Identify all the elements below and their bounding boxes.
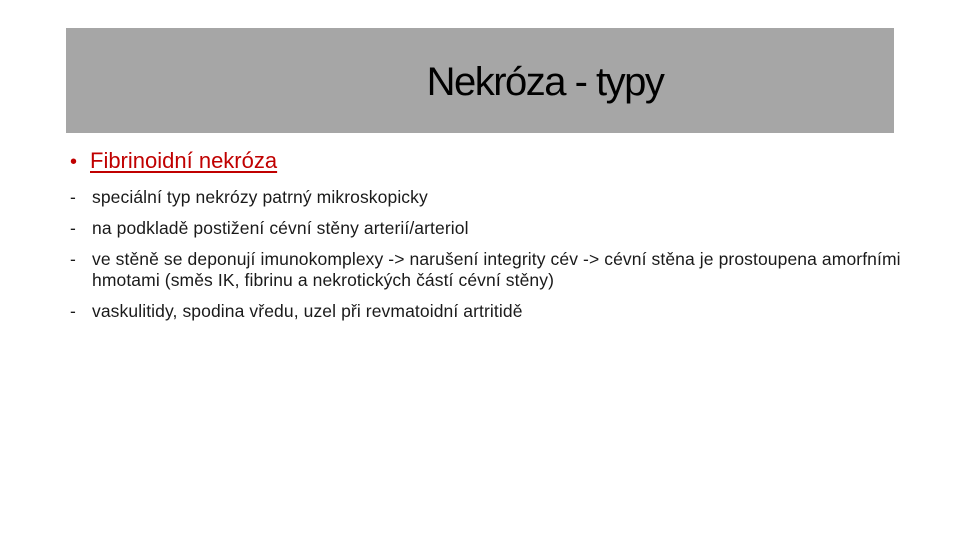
list-item-text: ve stěně se deponují imunokomplexy -> narušení integrity cév -> cévní stěna je prostoupena amorfními hmotami (směs IK, fibrinu a nekrotických částí cévní stěny) [92,249,901,290]
dash-marker: - [70,218,76,238]
dash-marker: - [70,187,76,207]
list-item-text: vaskulitidy, spodina vředu, uzel při revmatoidní artritidě [92,301,523,321]
bullet-marker: • [70,151,78,173]
slide-title: Nekróza - typy [426,60,664,104]
dash-marker: - [70,249,76,269]
main-bullet-text: Fibrinoidní nekróza [90,148,278,173]
main-bullet [70,146,920,177]
dash-marker: - [70,301,76,321]
slide-content [70,146,920,332]
list-item [70,249,920,291]
list-item [70,218,920,239]
list-item [70,301,920,322]
list-item-text: speciální typ nekrózy patrný mikroskopicky [92,187,428,207]
list-item [70,187,920,208]
title-bar [66,28,894,133]
list-item-text: na podkladě postižení cévní stěny arterií/arteriol [92,218,469,238]
